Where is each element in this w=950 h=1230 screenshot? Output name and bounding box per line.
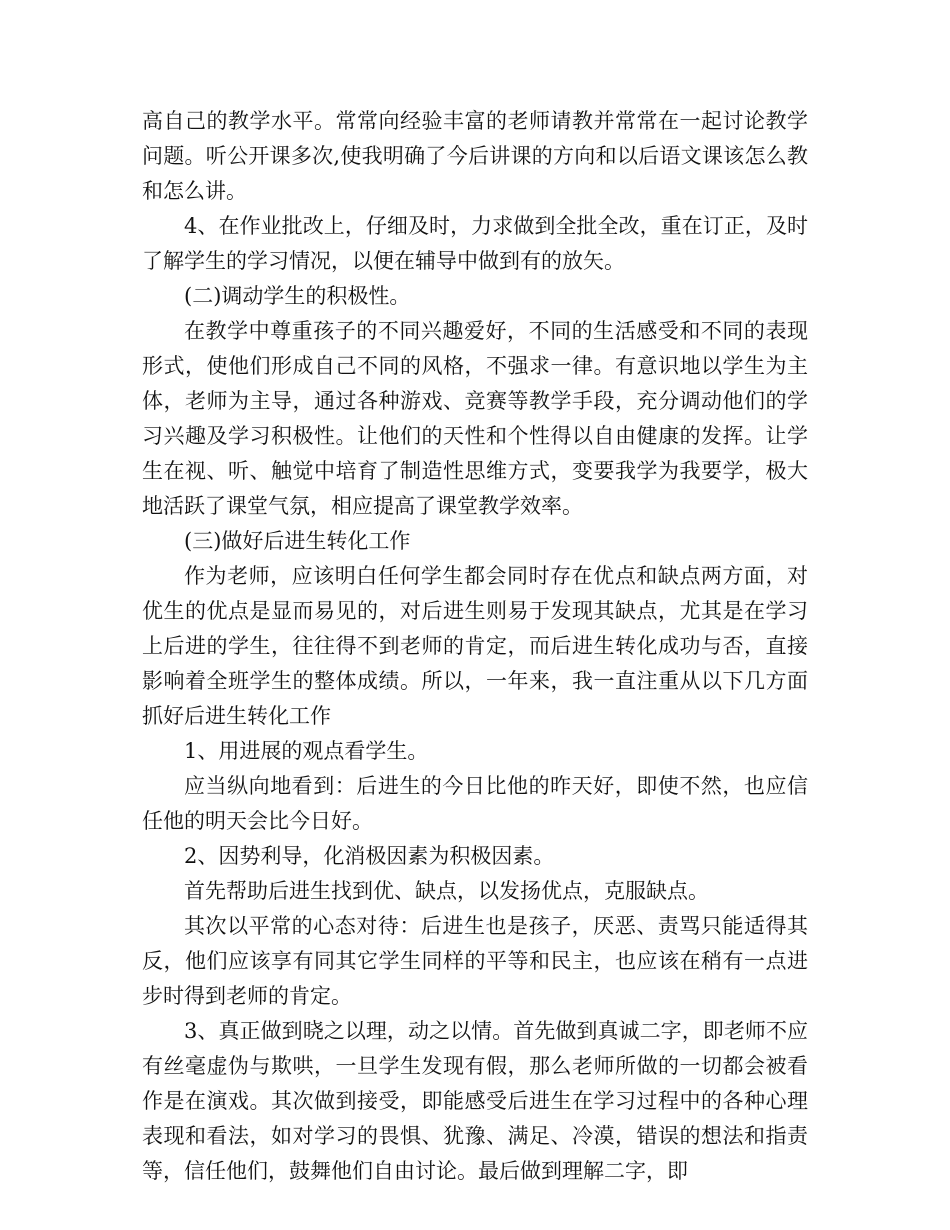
section-heading-2: (二)调动学生的积极性。 <box>184 284 411 308</box>
paragraph-7: 2、因势利导，化消极因素为积极因素。 <box>184 844 555 868</box>
paragraph-6: 应当纵向地看到：后进生的今日比他的昨天好，即使不然，也应信任他的明天会比今日好。 <box>142 774 808 833</box>
document-page <box>142 104 808 1189</box>
paragraph-4: 作为老师，应该明白任何学生都会同时存在优点和缺点两方面，对优生的优点是显而易见的，对后进生则易于发现其缺点，尤其是在学习上后进的学生，往往得不到老师的肯定，而后进生转化成功与否，直接影响着全班学生的整体成绩。所以，一年来，我一直注重从以下几方面抓好后进生转化工作 <box>142 564 808 728</box>
paragraph-2: 4、在作业批改上，仔细及时，力求做到全批全改，重在订正，及时了解学生的学习情况，以便在辅导中做到有的放矢。 <box>142 214 808 273</box>
paragraph-8: 首先帮助后进生找到优、缺点，以发扬优点，克服缺点。 <box>184 879 709 903</box>
paragraph-5: 1、用进展的观点看学生。 <box>184 739 429 763</box>
paragraph-9: 其次以平常的心态对待：后进生也是孩子，厌恶、责骂只能适得其反，他们应该享有同其它学生同样的平等和民主，也应该在稍有一点进步时得到老师的肯定。 <box>142 914 808 1008</box>
paragraph-1: 高自己的教学水平。常常向经验丰富的老师请教并常常在一起讨论教学问题。听公开课多次,使我明确了今后讲课的方向和以后语文课该怎么教和怎么讲。 <box>142 109 808 203</box>
section-heading-3: (三)做好后进生转化工作 <box>184 529 411 553</box>
paragraph-10: 3、真正做到晓之以理，动之以情。首先做到真诚二字，即老师不应有丝毫虚伪与欺哄，一旦学生发现有假，那么老师所做的一切都会被看作是在演戏。其次做到接受，即能感受后进生在学习过程中的各种心理表现和看法，如对学习的畏惧、犹豫、满足、冷漠，错误的想法和指责等，信任他们，鼓舞他们自由讨论。最后做到理解二字，即 <box>142 1019 808 1183</box>
paragraph-3: 在教学中尊重孩子的不同兴趣爱好，不同的生活感受和不同的表现形式，使他们形成自己不同的风格，不强求一律。有意识地以学生为主体，老师为主导，通过各种游戏、竞赛等教学手段，充分调动他们的学习兴趣及学习积极性。让他们的天性和个性得以自由健康的发挥。让学生在视、听、触觉中培育了制造性思维方式，变要我学为我要学，极大地活跃了课堂气氛，相应提高了课堂教学效率。 <box>142 319 808 518</box>
